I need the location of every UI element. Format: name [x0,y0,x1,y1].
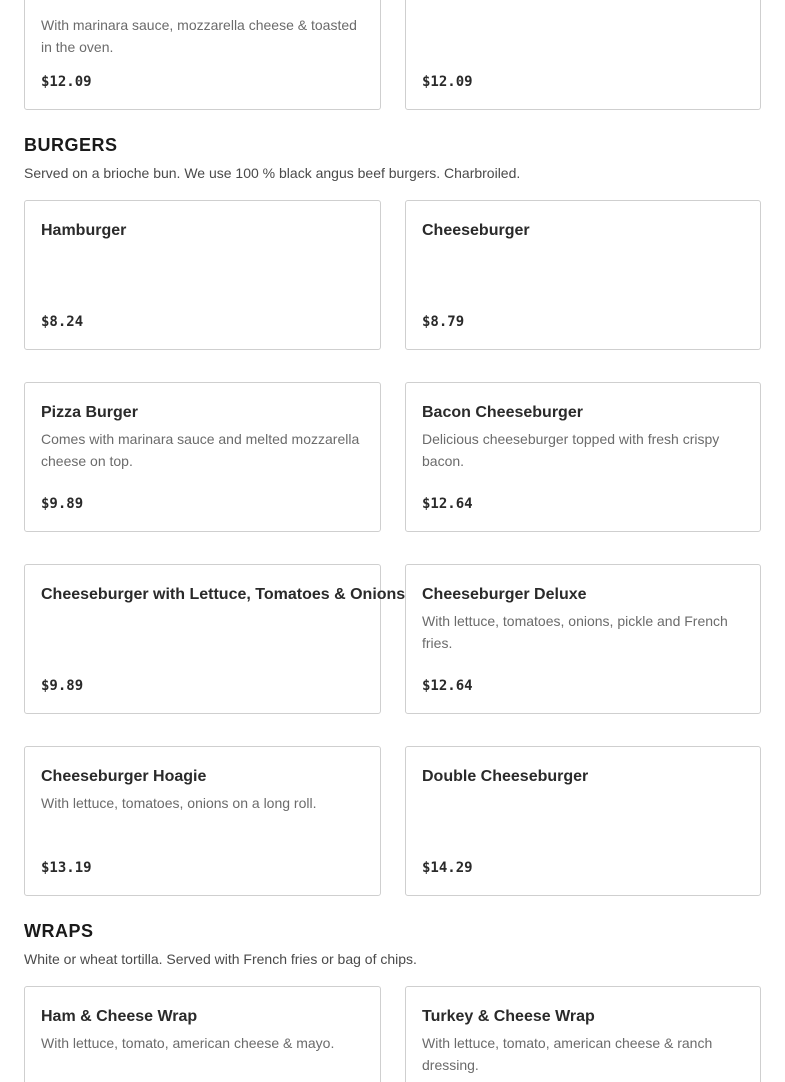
menu-item-card[interactable] [405,746,761,896]
item-name: Turkey & Cheese Wrap [422,1008,595,1025]
item-price: $14.29 [422,860,473,876]
item-price: $12.64 [422,678,473,694]
item-name: Cheeseburger [422,222,530,239]
item-description: With lettuce, tomato, american cheese & ranch dressing. [422,1035,713,1073]
item-description: With lettuce, tomato, american cheese & mayo. [41,1035,335,1051]
item-name: Cheeseburger Hoagie [41,768,207,785]
item-price: $12.64 [422,496,473,512]
menu-item-card[interactable] [405,0,761,110]
item-description: Delicious cheeseburger topped with fresh crispy bacon. [422,431,720,469]
item-price: $9.89 [41,678,84,694]
item-name: Cheeseburger with Lettuce, Tomatoes & Onions [41,586,406,603]
item-name: Double Cheeseburger [422,768,589,785]
item-description: Comes with marinara sauce and melted mozzarella cheese on top. [41,431,360,469]
item-price: $8.24 [41,314,84,330]
item-price: $12.09 [41,74,92,90]
item-name: Ham & Cheese Wrap [41,1008,198,1025]
item-name: Hamburger [41,222,127,239]
item-price: $13.19 [41,860,92,876]
item-name: Bacon Cheeseburger [422,404,583,421]
section-title-wraps: WRAPS [24,921,94,941]
item-description: With lettuce, tomatoes, onions on a long roll. [41,795,317,811]
item-price: $8.79 [422,314,465,330]
menu-item-card[interactable] [24,986,381,1082]
item-price: $9.89 [41,496,84,512]
section-description-wraps: White or wheat tortilla. Served with French fries or bag of chips. [24,951,417,967]
item-description: With marinara sauce, mozzarella cheese & toasted in the oven. [41,17,357,55]
menu-item-card[interactable] [24,564,406,714]
menu-item-card[interactable] [405,986,761,1082]
menu-item-card[interactable] [24,200,381,350]
menu-item-card[interactable] [24,382,381,532]
item-description: With lettuce, tomatoes, onions, pickle and French fries. [422,613,728,651]
item-name: Pizza Burger [41,404,138,421]
menu-item-card[interactable] [405,382,761,532]
item-price: $12.09 [422,74,473,90]
menu-item-card[interactable] [24,0,381,110]
menu-item-card[interactable] [24,746,381,896]
menu-item-card[interactable] [405,564,761,714]
section-description-burgers: Served on a brioche bun. We use 100 % black angus beef burgers. Charbroiled. [24,165,521,181]
menu-item-card[interactable] [405,200,761,350]
section-title-burgers: BURGERS [24,135,118,155]
item-name: Cheeseburger Deluxe [422,586,587,603]
